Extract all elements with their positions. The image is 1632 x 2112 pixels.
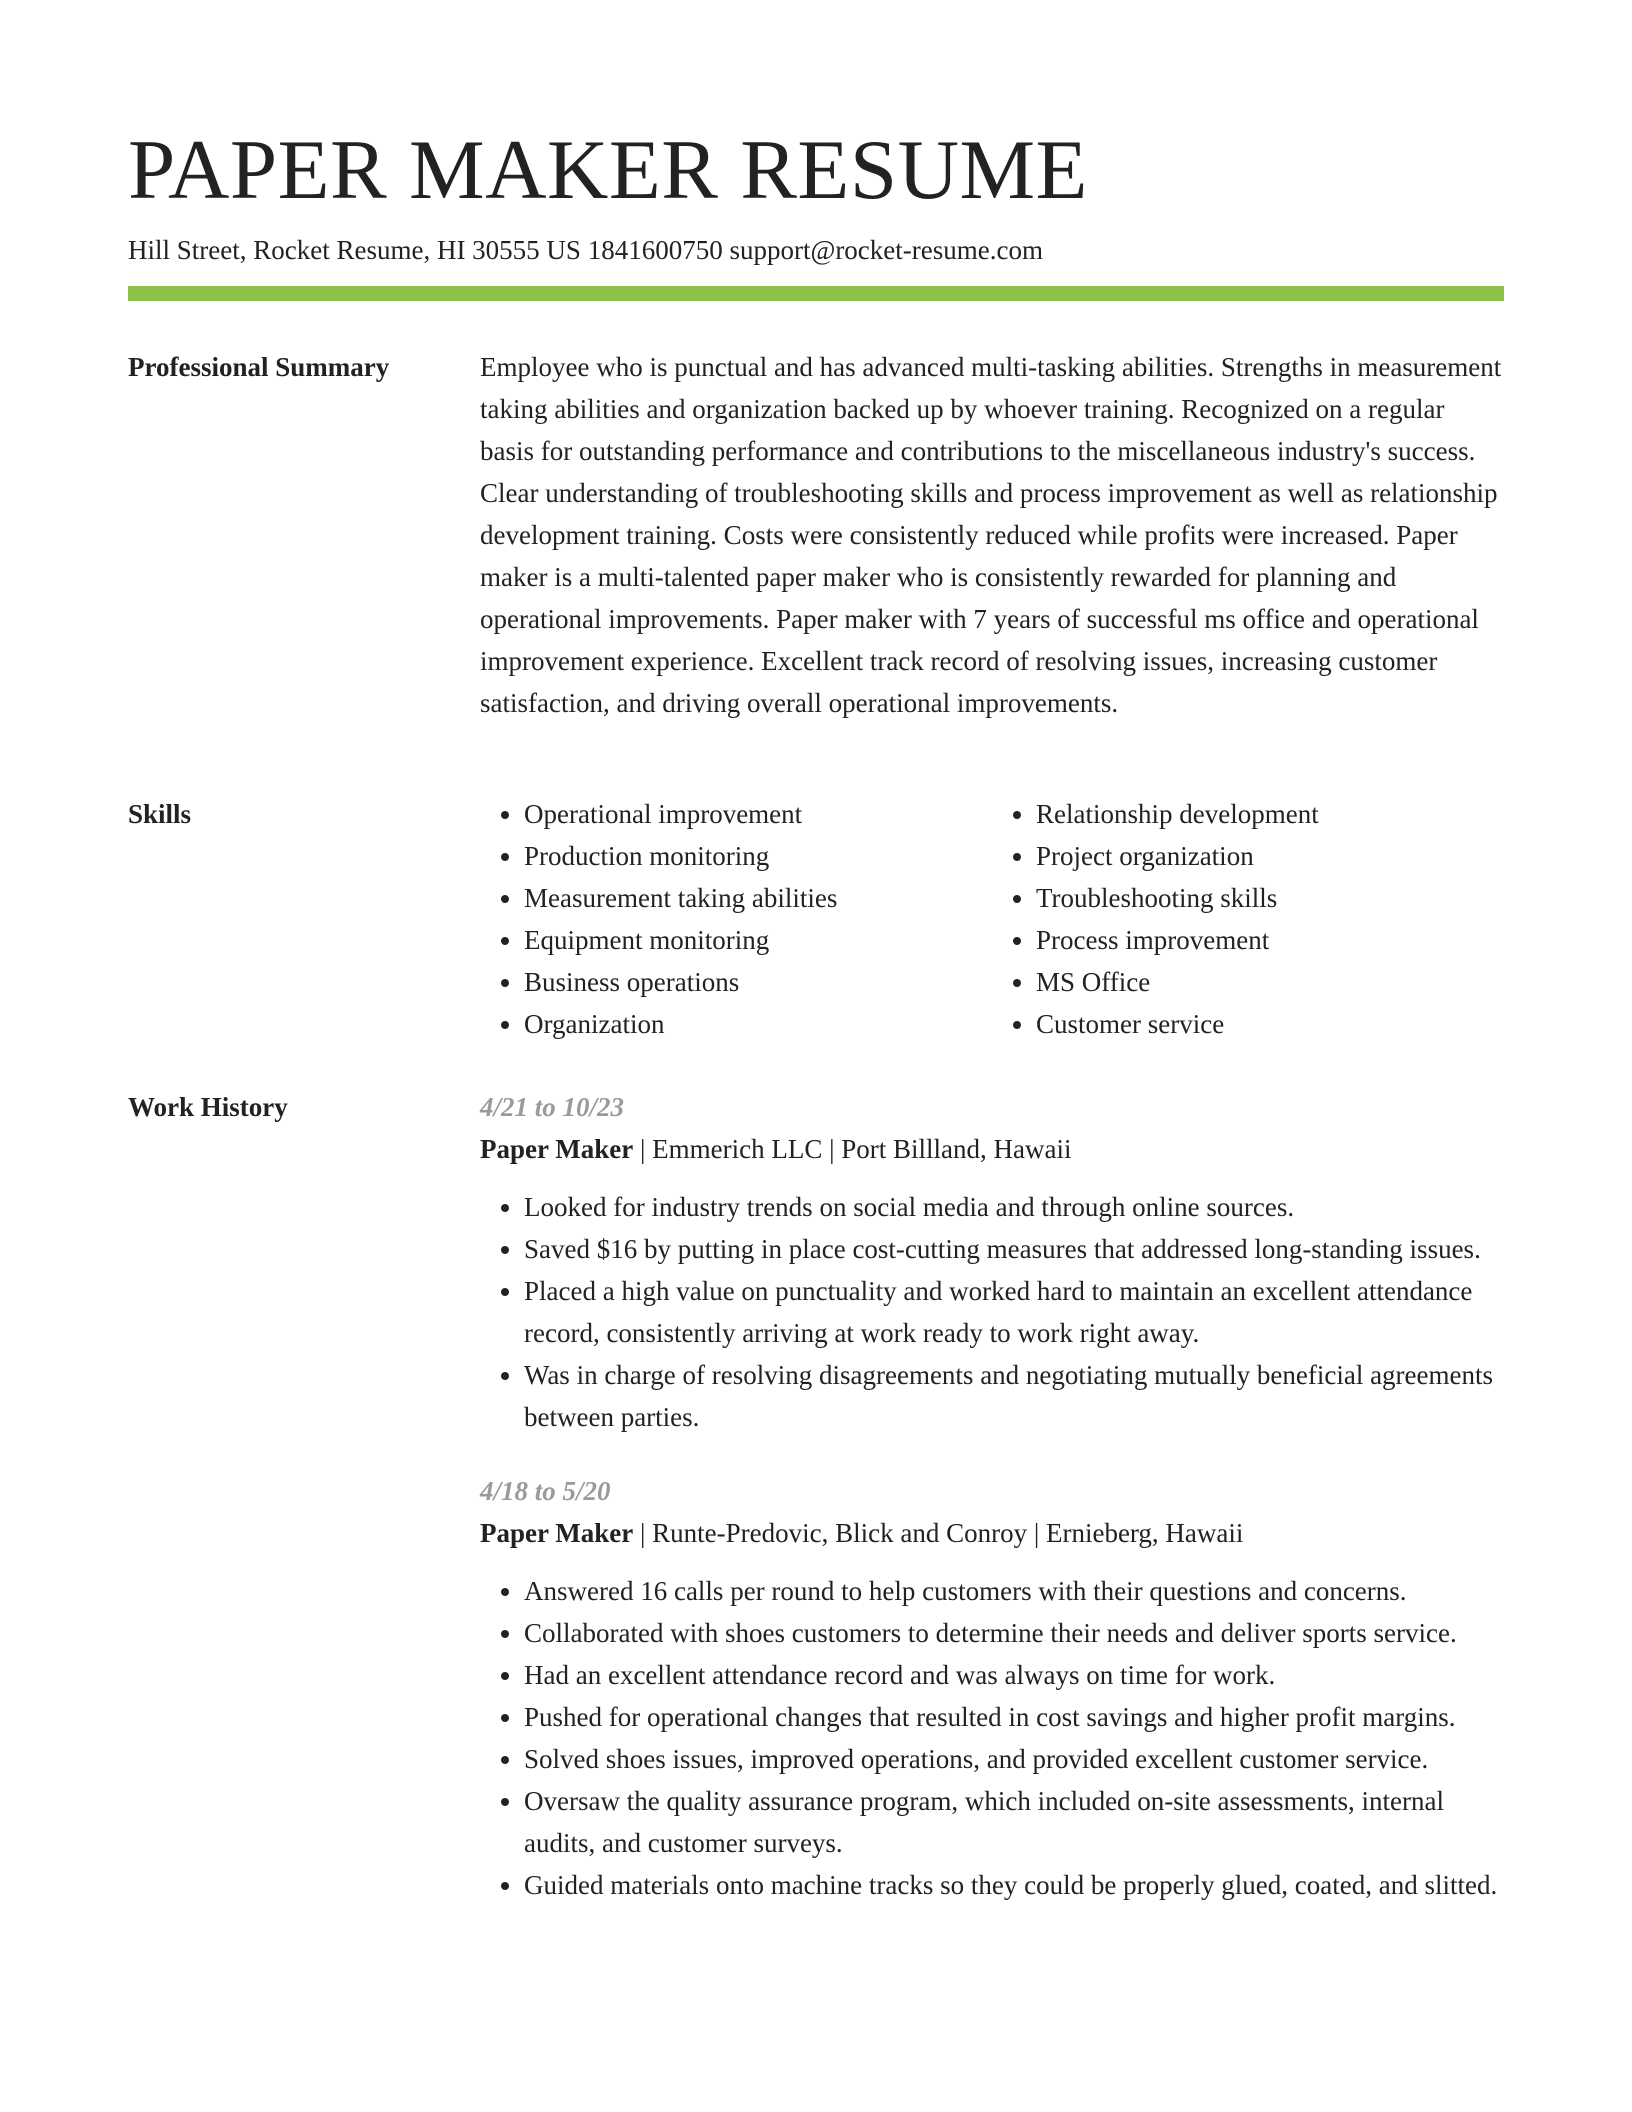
job-bullet: • Guided materials onto machine tracks so they could be properly glued, coated, and slitted. xyxy=(524,1864,1504,1906)
job-bullet: • Was in charge of resolving disagreements and negotiating mutually beneficial agreements between parties. xyxy=(524,1354,1504,1438)
skills-columns xyxy=(480,793,1504,1045)
job-entry xyxy=(480,1470,1504,1906)
job-dates: 4/21 to 10/23 xyxy=(480,1092,625,1122)
job-bullets xyxy=(480,1570,1504,1906)
job-bullets xyxy=(480,1186,1504,1438)
section-title-work-history: Work History xyxy=(128,1092,288,1122)
skills-body xyxy=(480,793,1504,1045)
job-bullet: • Answered 16 calls per round to help customers with their questions and concerns. xyxy=(524,1570,1504,1612)
summary-text: Employee who is punctual and has advanced multi-tasking abilities. Strengths in measurement taking abilities and organization backed up by whoever training. Recognized on a regular basis for outstanding performance and contributions to the miscellaneous industry's success. Clear understanding of troubleshooting skills and process improvement as well as relationship development training. Costs were consistently reduced while profits were increased. Paper maker is a multi-talented paper maker who is consistently rewarded for planning and operational improvements. Paper maker with 7 years of successful ms office and operational improvement experience. Excellent track record of resolving issues, increasing customer satisfaction, and driving overall operational improvements. xyxy=(480,352,1502,718)
skill-item: • Project organization xyxy=(1036,835,1504,877)
job-heading xyxy=(480,1128,1504,1170)
summary-body xyxy=(480,346,1504,724)
job-heading xyxy=(480,1512,1504,1554)
skills-list-left xyxy=(480,793,992,1045)
job-entry xyxy=(480,1086,1504,1438)
skill-item: • Organization xyxy=(524,1003,992,1045)
job-details: | Runte-Predovic, Blick and Conroy | Ernieberg, Hawaii xyxy=(633,1518,1244,1548)
skill-item: • Troubleshooting skills xyxy=(1036,877,1504,919)
section-title-summary: Professional Summary xyxy=(128,352,390,382)
job-bullet: • Pushed for operational changes that resulted in cost savings and higher profit margins. xyxy=(524,1696,1504,1738)
job-bullet: • Saved $16 by putting in place cost-cutting measures that addressed long-standing issues. xyxy=(524,1228,1504,1270)
job-dates: 4/18 to 5/20 xyxy=(480,1476,611,1506)
skill-item: • Business operations xyxy=(524,961,992,1003)
job-bullet: • Collaborated with shoes customers to determine their needs and deliver sports service. xyxy=(524,1612,1504,1654)
job-details: | Emmerich LLC | Port Billland, Hawaii xyxy=(633,1134,1072,1164)
skill-item: • MS Office xyxy=(1036,961,1504,1003)
resume-name: PAPER MAKER RESUME xyxy=(128,123,1088,217)
job-bullet: • Placed a high value on punctuality and worked hard to maintain an excellent attendance record, consistently arriving at work ready to work right away. xyxy=(524,1270,1504,1354)
skill-item: • Production monitoring xyxy=(524,835,992,877)
skills-list-right xyxy=(992,793,1504,1045)
job-bullet: • Looked for industry trends on social media and through online sources. xyxy=(524,1186,1504,1228)
skill-item: • Customer service xyxy=(1036,1003,1504,1045)
job-bullet: • Oversaw the quality assurance program, which included on-site assessments, internal audits, and customer surveys. xyxy=(524,1780,1504,1864)
job-bullet: • Had an excellent attendance record and was always on time for work. xyxy=(524,1654,1504,1696)
skill-item: • Operational improvement xyxy=(524,793,992,835)
job-title: Paper Maker xyxy=(480,1518,634,1548)
contact-line: Hill Street, Rocket Resume, HI 30555 US 1841600750 support@rocket-resume.com xyxy=(128,235,1043,265)
skill-item: • Relationship development xyxy=(1036,793,1504,835)
skill-item: • Process improvement xyxy=(1036,919,1504,961)
accent-divider xyxy=(128,286,1504,301)
job-bullet: • Solved shoes issues, improved operations, and provided excellent customer service. xyxy=(524,1738,1504,1780)
skill-item: • Measurement taking abilities xyxy=(524,877,992,919)
job-title: Paper Maker xyxy=(480,1134,634,1164)
section-title-skills: Skills xyxy=(128,799,192,829)
work-history-body xyxy=(480,1086,1504,1938)
skill-item: • Equipment monitoring xyxy=(524,919,992,961)
